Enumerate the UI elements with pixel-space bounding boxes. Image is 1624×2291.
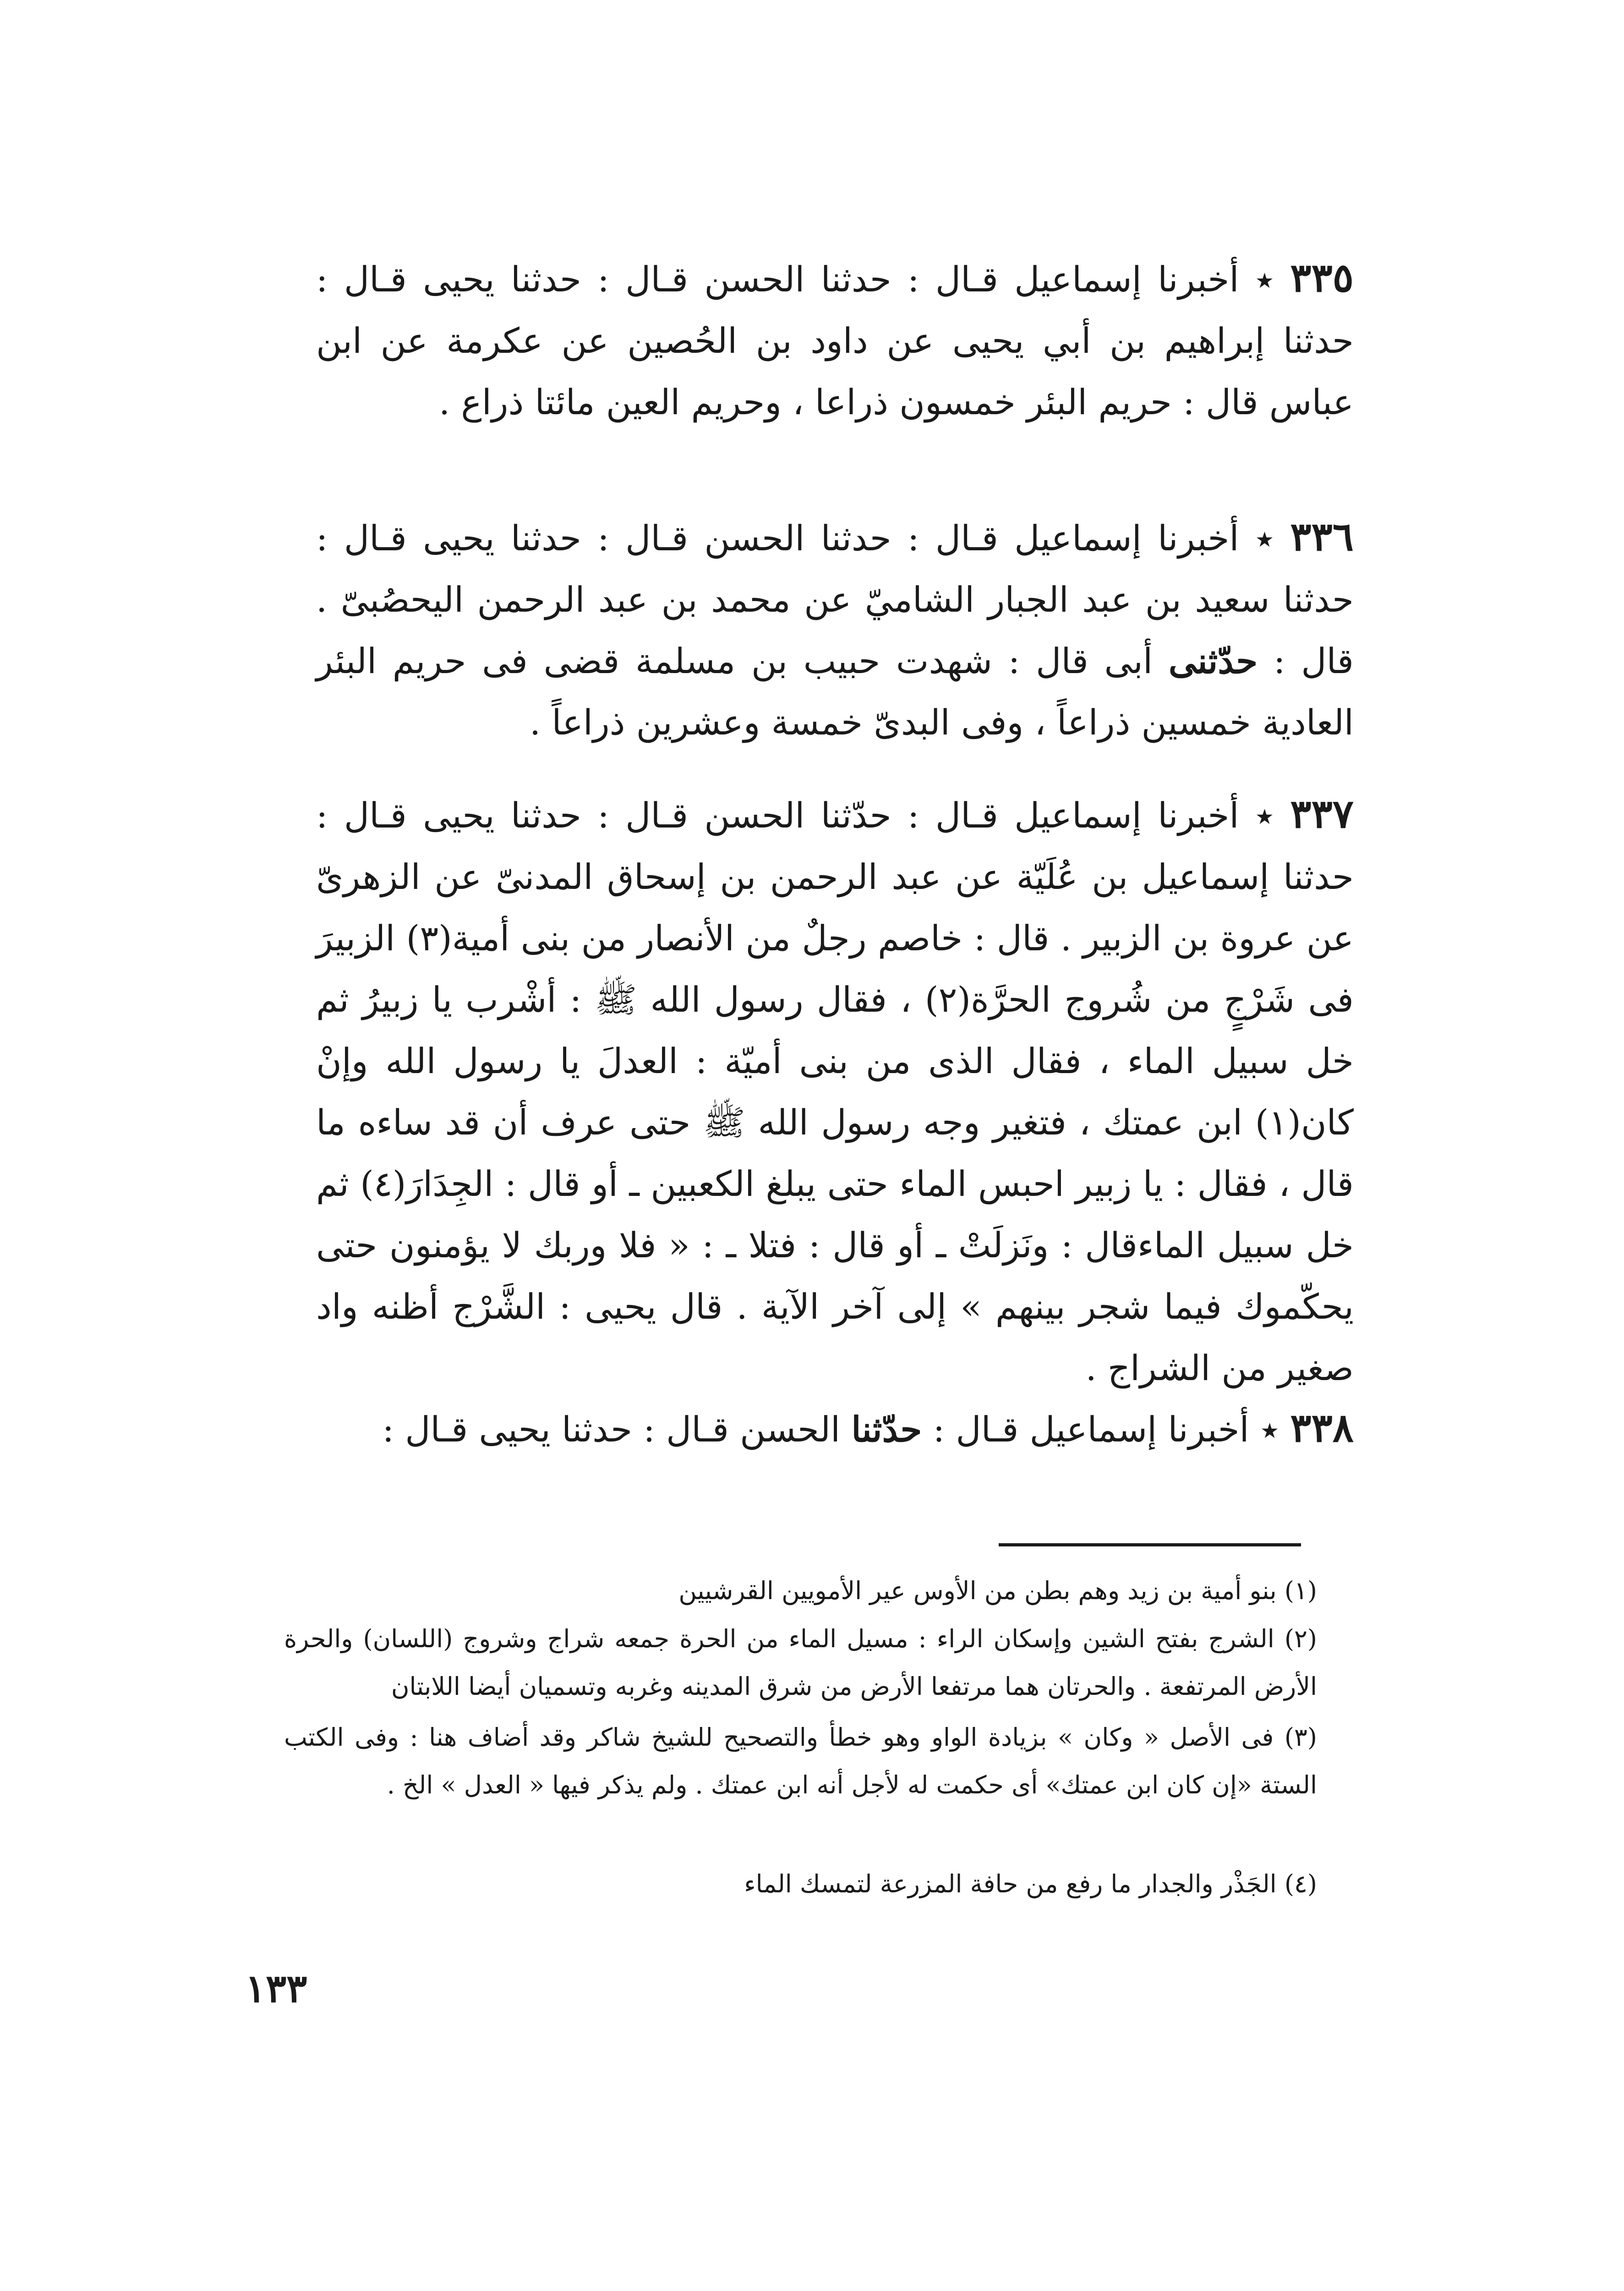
footnote-4: (٤) الجَذْر والجدار ما رفع من حافة المزرعة لتمسك الماء (744, 1869, 1317, 1898)
hadith-text-continued: أبى قال : شهدت حبيب بن مسلمة قضى فى حريم البئر العادية خمسين ذراعاً ، وفى البدىّ خمسة وعشرين ذراعاً . (316, 641, 1354, 743)
hadith-number: ٣٣٥ (1290, 255, 1354, 301)
hadith-337 (316, 784, 1354, 1399)
hadith-bold-word: حدّثنا (851, 1409, 922, 1450)
footnote-2: (٢) الشرج بفتح الشين وإسكان الراء : مسيل الماء من الحرة جمعه شراج وشروج (اللسان) والحرة الأرض المرتفعة . والحرتان هما مرتفعا الأرض من شرق المدينه وغربه وتسميان أيضا اللابتان (284, 1624, 1317, 1701)
footnote-divider (999, 1543, 1301, 1546)
hadith-text-continued: الحسن قـال : حدثنا يحيى قـال : (382, 1409, 841, 1450)
page-number: ١٣٣ (245, 1966, 307, 2011)
hadith-335 (316, 247, 1354, 433)
hadith-338 (316, 1398, 1354, 1460)
hadith-number: ٣٣٧ (1290, 791, 1354, 837)
hadith-text: ٭ أخبرنا إسماعيل قـال : حدثنا الحسن قـال : حدثنا يحيى قـال : حدثنا إبراهيم بن أبي يحيى عن داود بن الحُصين عن عكرمة عن ابن عباس قال : حريم البئر خمسون ذراعا ، وحريم العين مائتا ذراع . (316, 259, 1354, 422)
hadith-number: ٣٣٨ (1290, 1405, 1354, 1451)
footnote-3: (٣) فى الأصل « وكان » بزيادة الواو وهو خطأ والتصحيح للشيخ شاكر وقد أضاف هنا : وفى الكتب الستة «إن كان ابن عمتك» أى حكمت له لأجل أنه ابن عمتك . ولم يذكر فيها « العدل » الخ . (284, 1723, 1317, 1799)
hadith-text: ٭ أخبرنا إسماعيل قـال : (933, 1409, 1280, 1450)
hadith-336 (316, 506, 1354, 753)
hadith-number: ٣٣٦ (1290, 514, 1354, 560)
hadith-text: ٭ أخبرنا إسماعيل قـال : حدثنا الحسن قـال : حدثنا يحيى قـال : حدثنا سعيد بن عبد الجبار الشاميّ عن محمد بن عبد الرحمن اليحصُبىّ . قال : (316, 518, 1354, 681)
footnote-1: (١) بنو أمية بن زيد وهم بطن من الأوس عير الأمويين القرشيين (678, 1576, 1317, 1605)
hadith-text: ٭ أخبرنا إسماعيل قـال : حدّثنا الحسن قـال : حدثنا يحيى قـال : حدثنا إسماعيل بن عُلَيّة عن عبد الرحمن بن إسحاق المدنىّ عن الزهرىّ عن عروة بن الزبير . قال : خاصم رجلٌ من الأنصار من بنى أمية(٣) الزبيرَ فى شَرْجٍ من شُروج الحرَّة(٢) ، فقال رسول الله ﷺ : أشْرب يا زبيرُ ثم خل سبيل الماء ، فقال الذى من بنى أميّة : العدلَ يا رسول الله وإنْ كان(١) ابن عمتك ، فتغير وجه رسول الله ﷺ حتى عرف أن قد ساءه ما قال ، فقال : يا زبير احبس الماء حتى يبلغ الكعبين ـ أو قال : الجِدَارَ(٤) ثم خل سبيل الماءقال : ونَزلَتْ ـ أو قال : فتلا ـ : « فلا وربك لا يؤمنون حتى يحكّموك فيما شجر بينهم » إلى آخر الآية . قال يحيى : الشَّرْج أظنه واد صغير من الشراج . (316, 795, 1354, 1388)
hadith-bold-word: حدّثنى (1168, 641, 1258, 681)
